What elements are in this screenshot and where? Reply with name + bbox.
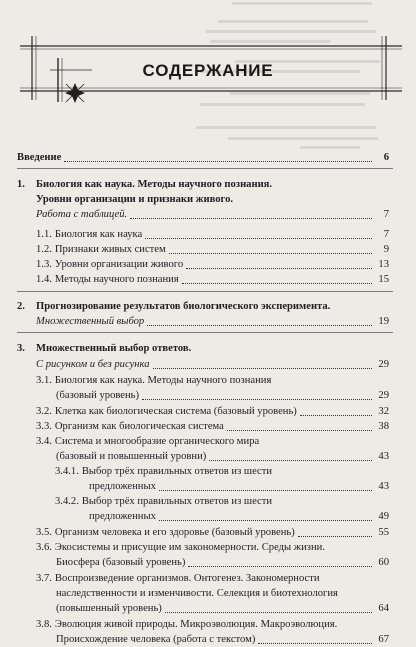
dot-leader: [165, 612, 372, 613]
toc-entry[interactable]: [17, 572, 389, 586]
dot-leader: [227, 430, 372, 431]
toc-entry-title: Система и многообразие органического мира: [54, 436, 260, 447]
toc-entry[interactable]: [17, 633, 389, 647]
toc-entry-page: 67: [378, 634, 389, 645]
toc-entry-title: Биосфера (базовый уровень): [56, 557, 186, 568]
toc-entry-number: 3.4.: [36, 436, 52, 447]
dot-leader: [147, 325, 372, 326]
toc-entry-number: 3.6.: [36, 542, 52, 553]
toc-entry-number: 3.4.2.: [55, 496, 79, 507]
toc-entry-number: 1.2.: [36, 244, 52, 255]
toc-entry[interactable]: [17, 342, 389, 356]
section-divider: [17, 291, 393, 292]
toc-entry-page: 15: [378, 274, 389, 285]
toc-entry[interactable]: [17, 178, 389, 192]
dot-leader: [258, 643, 372, 644]
toc-entry[interactable]: [17, 243, 389, 257]
toc-entry-title: (базовый и повышенный уровни): [56, 451, 207, 462]
toc-entry-page: 29: [378, 359, 389, 370]
toc-entry-title: Клетка как биологическая система (базовый уровень): [54, 406, 297, 417]
toc-entry[interactable]: [17, 587, 389, 601]
toc-entry[interactable]: [17, 273, 389, 287]
toc-entry-page: 7: [383, 209, 389, 220]
toc-entry-page: 55: [378, 527, 389, 538]
toc-entry[interactable]: [17, 315, 389, 329]
toc-entry-title: Множественный выбор: [36, 316, 145, 327]
toc-entry-title: Биология как наука. Методы научного познания: [54, 375, 272, 386]
toc-entry-title: Организм как биологическая система: [54, 421, 224, 432]
toc-entry[interactable]: [17, 450, 389, 464]
toc-entry-number: 1.3.: [36, 259, 52, 270]
toc-entry-page: 49: [378, 511, 389, 522]
toc-entry-page: 60: [378, 557, 389, 568]
toc-entry-title: Выбор трёх правильных ответов из шести: [81, 496, 273, 507]
toc-entry-title: Биология как наука. Методы научного познания.: [36, 179, 273, 190]
toc-entry-page: 29: [378, 390, 389, 401]
toc-entry-number: 3.7.: [36, 573, 52, 584]
toc-entry[interactable]: [17, 480, 389, 494]
toc-entry[interactable]: [17, 208, 389, 222]
toc-entry-title: Воспроизведение организмов. Онтогенез. Закономерности: [54, 573, 320, 584]
toc-entry-title: предложенных: [89, 511, 156, 522]
toc-entry-title: Происхождение человека (работа с текстом): [56, 634, 256, 645]
toc-entry-title: Методы научного познания: [54, 274, 179, 285]
toc-entry-title: С рисунком и без рисунка: [36, 359, 150, 370]
toc-entry[interactable]: [17, 618, 389, 632]
toc-entry-number: 3.5.: [36, 527, 52, 538]
header-ornament: [0, 0, 416, 110]
toc-entry-title: Работа с таблицей.: [36, 209, 128, 220]
toc-entry-number: 3.: [17, 343, 25, 354]
toc-entry-page: 43: [378, 481, 389, 492]
toc-entry-page: 38: [378, 421, 389, 432]
section-divider: [17, 168, 393, 169]
toc-entry-number: 3.4.1.: [55, 466, 79, 477]
toc-entry[interactable]: [17, 358, 389, 372]
toc-entry[interactable]: [17, 510, 389, 524]
toc-entry[interactable]: [17, 374, 389, 388]
toc-entry-title: Биология как наука: [54, 229, 143, 240]
toc-entry[interactable]: [17, 151, 389, 165]
dot-leader: [145, 238, 372, 239]
toc-entry[interactable]: [17, 465, 389, 479]
toc-entry-title: Признаки живых систем: [54, 244, 166, 255]
toc-entry-number: 3.1.: [36, 375, 52, 386]
toc-entry-page: 19: [378, 316, 389, 327]
dot-leader: [186, 268, 372, 269]
toc-entry-title: наследственности и изменчивости. Селекция и биотехнология: [56, 588, 338, 599]
toc-entry-page: 64: [378, 603, 389, 614]
dot-leader: [169, 253, 372, 254]
dot-leader: [209, 460, 372, 461]
toc-entry-number: 3.8.: [36, 619, 52, 630]
section-divider: [17, 332, 393, 333]
toc-entry-title: Прогнозирование результатов биологического эксперимента.: [36, 301, 331, 312]
dot-leader: [298, 536, 372, 537]
dot-leader: [159, 490, 372, 491]
toc-entry-number: 1.1.: [36, 229, 52, 240]
page-title: СОДЕРЖАНИЕ: [142, 61, 274, 80]
toc-entry-page: 7: [383, 229, 389, 240]
toc-entry-title: (базовый уровень): [56, 390, 140, 401]
toc-entry-title: Уровни организации живого: [54, 259, 184, 270]
toc-entry[interactable]: [17, 435, 389, 449]
toc-entry-title: Множественный выбор ответов.: [36, 343, 192, 354]
toc-entry-number: 3.3.: [36, 421, 52, 432]
toc-entry[interactable]: [17, 602, 389, 616]
toc-entry-title: Организм человека и его здоровье (базовый уровень): [54, 527, 295, 538]
dot-leader: [159, 520, 372, 521]
toc-entry[interactable]: [17, 258, 389, 272]
dot-leader: [130, 218, 372, 219]
dot-leader: [182, 283, 372, 284]
toc-entry-title: Экосистемы и присущие им закономерности. Среды жизни.: [54, 542, 325, 553]
toc-entry[interactable]: [17, 526, 389, 540]
toc-entry-number: 3.2.: [36, 406, 52, 417]
toc-entry[interactable]: [17, 495, 389, 509]
toc-entry[interactable]: [17, 228, 389, 242]
dot-leader: [300, 415, 372, 416]
toc-entry-title: (повышенный уровень): [56, 603, 162, 614]
toc-entry[interactable]: [17, 193, 389, 207]
toc-entry-number: 2.: [17, 301, 25, 312]
toc-entry-page: 32: [378, 406, 389, 417]
toc-entry-page: 6: [383, 152, 389, 163]
toc-entry-number: 1.: [17, 179, 25, 190]
toc-entry-title: предложенных: [89, 481, 156, 492]
toc-entry-title: Эволюция живой природы. Микроэволюция. Макроэволюция.: [54, 619, 338, 630]
toc-entry[interactable]: [17, 389, 389, 403]
toc-entry-page: 43: [378, 451, 389, 462]
dot-leader: [153, 368, 372, 369]
toc-entry-number: 1.4.: [36, 274, 52, 285]
toc-entry[interactable]: [17, 541, 389, 555]
toc-entry-title: Выбор трёх правильных ответов из шести: [81, 466, 273, 477]
toc-entry-page: 9: [383, 244, 389, 255]
toc-entry-title: Введение: [17, 152, 62, 163]
dot-leader: [142, 399, 372, 400]
toc-entry[interactable]: [17, 556, 389, 570]
dot-leader: [188, 566, 372, 567]
toc-entry[interactable]: [17, 300, 389, 314]
toc-entry-page: 13: [378, 259, 389, 270]
dot-leader: [64, 161, 372, 162]
toc-entry[interactable]: [17, 405, 389, 419]
toc-entry[interactable]: [17, 420, 389, 434]
toc-entry-title: Уровни организации и признаки живого.: [36, 194, 234, 205]
